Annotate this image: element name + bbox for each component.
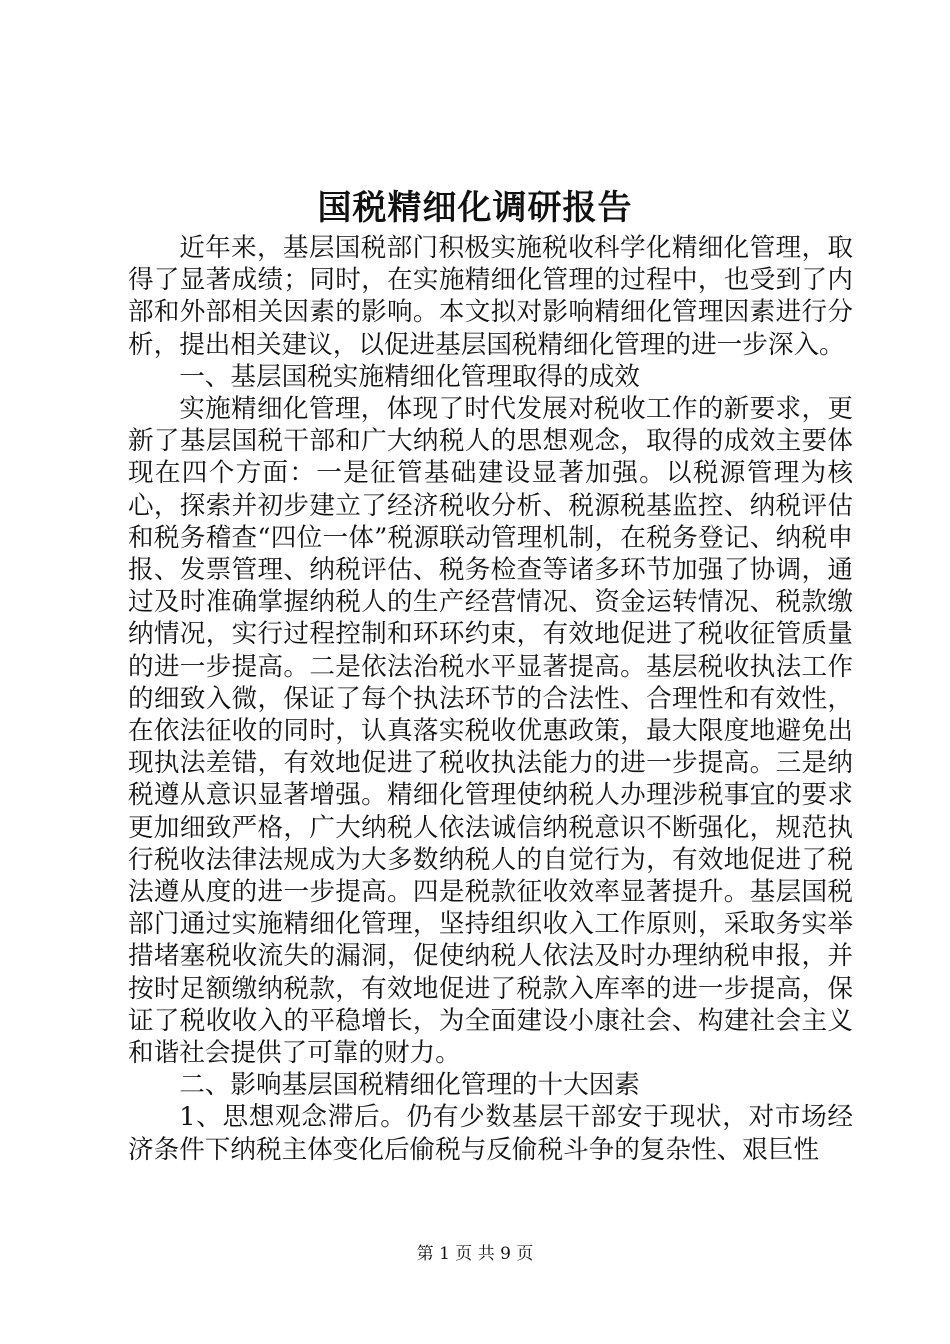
paragraph-intro: 近年来，基层国税部门积极实施税收科学化精细化管理，取得了显著成绩；同时，在实施精细化管理的过程中，也受到了内部和外部相关因素的影响。本文拟对影响精细化管理因素进行分析，提出相关建议，以促进基层国税精细化管理的进一步深入。 (128, 233, 853, 360)
section-heading-1: 一、基层国税实施精细化管理取得的成效 (179, 361, 640, 392)
paragraph-achievements: 实施精细化管理，体现了时代发展对税收工作的新要求，更新了基层国税干部和广大纳税人的思想观念，取得的成效主要体现在四个方面：一是征管基础建设显著加强。以税源管理为核心，探索并初步建立了经济税收分析、税源税基监控、纳税评估和税务稽查“四位一体”税源联动管理机制，在税务登记、纳税申报、发票管理、纳税评估、税务检查等诸多环节加强了协调，通过及时准确掌握纳税人的生产经营情况、资金运转情况、税款缴纳情况，实行过程控制和环环约束，有效地促进了税收征管质量的进一步提高。二是依法治税水平显著提高。基层税收执法工作的细致入微，保证了每个执法环节的合法性、合理性和有效性，在依法征收的同时，认真落实税收优惠政策，最大限度地避免出现执法差错，有效地促进了税收执法能力的进一步提高。三是纳税遵从意识显著增强。精细化管理使纳税人办理涉税事宜的要求更加细致严格，广大纳税人依法诚信纳税意识不断强化，规范执行税收法律法规成为大多数纳税人的自觉行为，有效地促进了税法遵从度的进一步提高。四是税款征收效率显著提升。基层国税部门通过实施精细化管理，坚持组织收入工作原则，采取务实举措堵塞税收流失的漏洞，促使纳税人依法及时办理纳税申报，并按时足额缴纳税款，有效地促进了税款入库率的进一步提高，保证了税收收入的平稳增长，为全面建设小康社会、构建社会主义和谐社会提供了可靠的财力。 (128, 394, 853, 1069)
document-body (128, 232, 853, 1166)
section-heading-2: 二、影响基层国税精细化管理的十大因素 (179, 1070, 640, 1101)
paragraph-factor-1: 1、思想观念滞后。仍有少数基层干部安于现状，对市场经济条件下纳税主体变化后偷税与反偷税斗争的复杂性、艰巨性 (128, 1102, 853, 1165)
document-title: 国税精细化调研报告 (317, 188, 633, 228)
page-footer: 第 1 页 共 9 页 (416, 1244, 534, 1264)
